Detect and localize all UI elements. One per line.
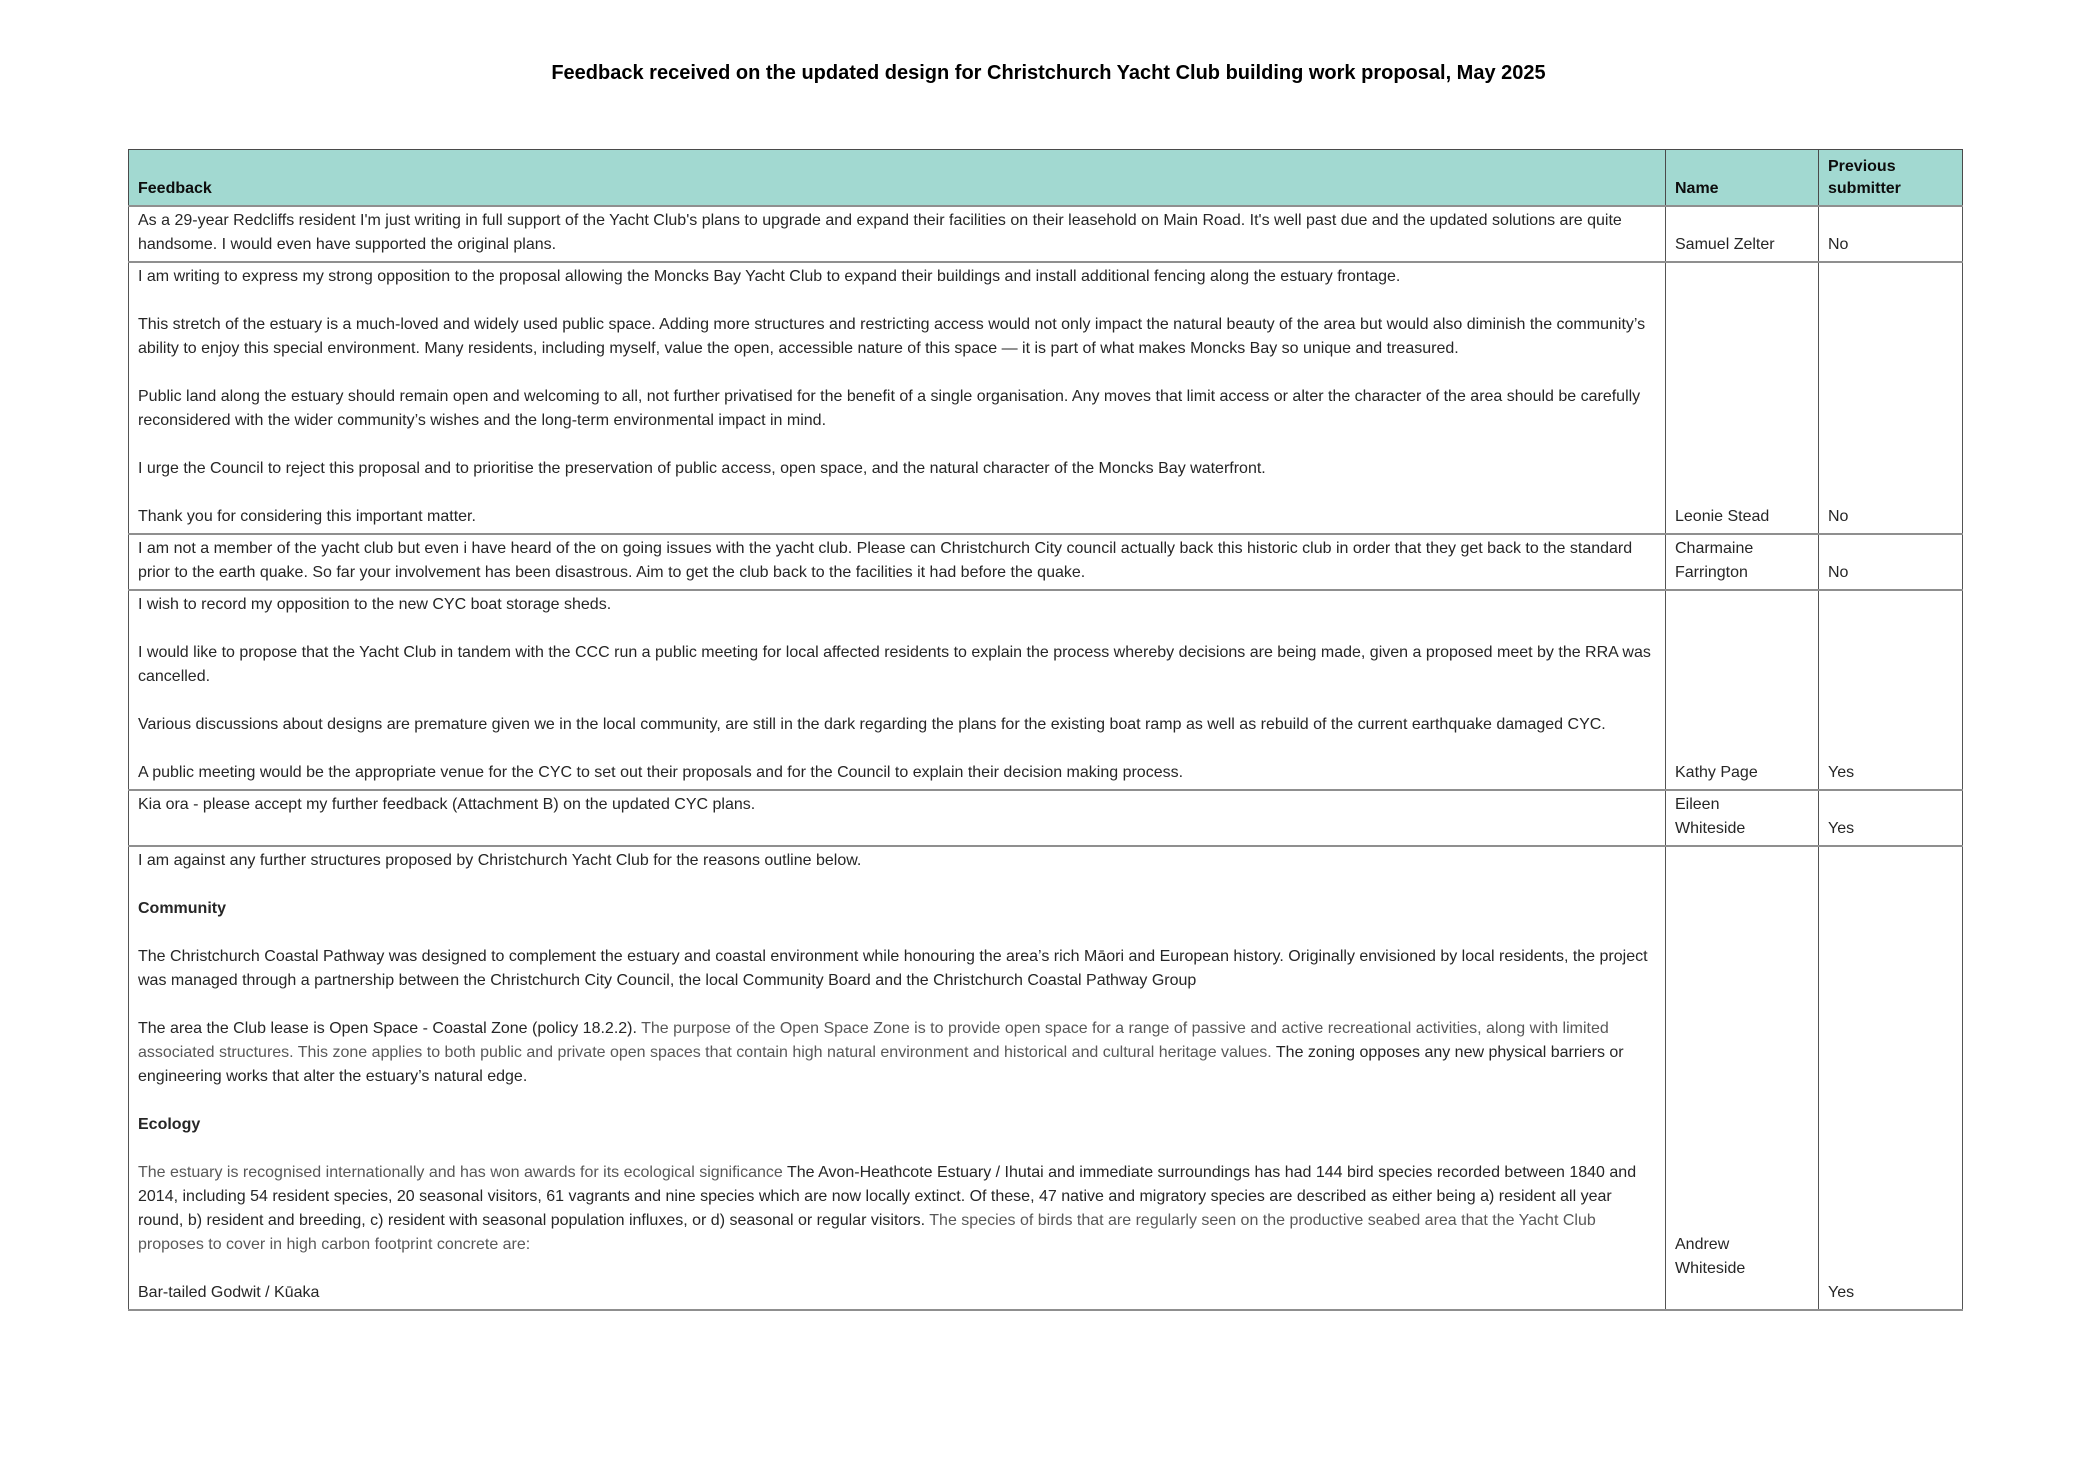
previous-submitter-cell: Yes — [1819, 790, 1963, 846]
name-cell — [1666, 206, 1819, 262]
page-title: Feedback received on the updated design for Christchurch Yacht Club building work proposal, May 2025 — [551, 62, 1546, 84]
name-cell — [1666, 534, 1819, 590]
header-row — [129, 150, 1963, 207]
text-run: I would like to propose that the Yacht Club in tandem with the CCC run a public meeting for local affected residents to explain the process whereby decisions are being made, given a proposed meet by the RRA was cancelled. — [138, 644, 1651, 685]
feedback-paragraph — [138, 433, 1656, 457]
feedback-paragraph — [138, 641, 1656, 689]
feedback-paragraph — [138, 713, 1656, 737]
name-cell — [1666, 790, 1819, 846]
previous-submitter-cell: No — [1819, 534, 1963, 590]
feedback-paragraph — [138, 761, 1656, 785]
name-line: Kathy Page — [1675, 764, 1758, 781]
text-run: Bar-tailed Godwit / Kūaka — [138, 1284, 320, 1301]
previous-submitter-cell: Yes — [1819, 846, 1963, 1310]
text-run: Kia ora - please accept my further feedback (Attachment B) on the updated CYC plans. — [138, 796, 756, 813]
feedback-paragraph — [138, 1017, 1656, 1089]
feedback-paragraph — [138, 1257, 1656, 1281]
table-row — [129, 790, 1963, 846]
feedback-paragraph — [138, 313, 1656, 361]
text-run: I urge the Council to reject this proposal and to prioritise the preservation of public access, open space, and the natural character of the Moncks Bay waterfront. — [138, 460, 1266, 477]
feedback-cell — [129, 846, 1666, 1310]
text-run: Various discussions about designs are premature given we in the local community, are still in the dark regarding the plans for the existing boat ramp as well as rebuild of the current earthquake damaged CYC. — [138, 716, 1606, 733]
text-run: I am not a member of the yacht club but even i have heard of the on going issues with the yacht club. Please can Christchurch City council actually back this historic club in order that they get back to the standard prior to the earth quake. So far your involvement has been disastrous. Aim to get the club back to the facilities it had before the quake. — [138, 540, 1633, 581]
feedback-paragraph — [138, 481, 1656, 505]
feedback-paragraph — [138, 945, 1656, 993]
feedback-paragraph — [138, 921, 1656, 945]
text-run: As a 29-year Redcliffs resident I'm just writing in full support of the Yacht Club's plans to upgrade and expand their facilities on their leasehold on Main Road. It's well past due and the updated solutions are quite handsome. I would even have supported the original plans. — [138, 212, 1622, 253]
text-run: Thank you for considering this important matter. — [138, 508, 476, 525]
text-run: I wish to record my opposition to the new CYC boat storage sheds. — [138, 596, 612, 613]
table-row — [129, 846, 1963, 1310]
feedback-paragraph — [138, 289, 1656, 313]
name-cell — [1666, 262, 1819, 534]
name-line: Whiteside — [1675, 820, 1746, 837]
column-header-feedback: Feedback — [129, 150, 1666, 207]
feedback-paragraph — [138, 1281, 1656, 1305]
feedback-paragraph — [138, 617, 1656, 641]
table-row — [129, 206, 1963, 262]
feedback-cell — [129, 590, 1666, 790]
name-cell — [1666, 846, 1819, 1310]
text-run: I am against any further structures proposed by Christchurch Yacht Club for the reasons outline below. — [138, 852, 862, 869]
text-run: Community — [138, 900, 226, 917]
feedback-paragraph — [138, 361, 1656, 385]
feedback-paragraph — [138, 689, 1656, 713]
column-header-name: Name — [1666, 150, 1819, 207]
previous-submitter-cell: Yes — [1819, 590, 1963, 790]
name-line — [1675, 1281, 1809, 1305]
table-body — [129, 206, 1963, 1310]
previous-submitter-cell: No — [1819, 262, 1963, 534]
text-run: Public land along the estuary should remain open and welcoming to all, not further privatised for the benefit of a single organisation. Any moves that limit access or alter the character of the area should be carefully reconsidered with the wider community’s wishes and the long-term environmental impact in mind. — [138, 388, 1641, 429]
feedback-cell — [129, 790, 1666, 846]
name-line: Leonie Stead — [1675, 508, 1770, 525]
feedback-paragraph — [138, 505, 1656, 529]
feedback-paragraph — [138, 793, 1656, 817]
feedback-paragraph — [138, 385, 1656, 433]
feedback-paragraph — [138, 1161, 1656, 1257]
name-cell — [1666, 590, 1819, 790]
feedback-paragraph — [138, 1137, 1656, 1161]
text-run: Ecology — [138, 1116, 201, 1133]
name-line: Eileen — [1675, 796, 1720, 813]
feedback-paragraph — [138, 457, 1656, 481]
feedback-paragraph — [138, 849, 1656, 873]
feedback-paragraph — [138, 593, 1656, 617]
column-header-previous-submitter: Previous submitter — [1819, 150, 1963, 207]
text-run: A public meeting would be the appropriate venue for the CYC to set out their proposals and for the Council to explain their decision making process. — [138, 764, 1184, 781]
feedback-paragraph — [138, 537, 1656, 585]
text-run: The zoning opposes any new physical barriers or engineering works that alter the estuary’s natural edge. — [138, 1044, 1624, 1085]
table-row — [129, 590, 1963, 790]
text-run: I am writing to express my strong opposition to the proposal allowing the Moncks Bay Yacht Club to expand their buildings and install additional fencing along the estuary frontage. — [138, 268, 1401, 285]
feedback-paragraph — [138, 993, 1656, 1017]
text-run: This stretch of the estuary is a much-loved and widely used public space. Adding more structures and restricting access would not only impact the natural beauty of the area but would also diminish the community’s ability to enjoy this special environment. Many residents, including myself, value the open, accessible nature of this space — it is part of what makes Moncks Bay so unique and treasured. — [138, 316, 1646, 357]
feedback-cell — [129, 262, 1666, 534]
feedback-cell — [129, 206, 1666, 262]
feedback-paragraph — [138, 265, 1656, 289]
feedback-paragraph — [138, 897, 1656, 921]
name-line: Farrington — [1675, 564, 1748, 581]
feedback-paragraph — [138, 1113, 1656, 1137]
name-line: Andrew — [1675, 1236, 1730, 1253]
table-row — [129, 262, 1963, 534]
text-run: The species of birds that are regularly seen on the productive seabed area that the Yacht Club proposes to cover in high carbon footprint concrete are: — [138, 1212, 1596, 1253]
previous-submitter-cell: No — [1819, 206, 1963, 262]
feedback-paragraph — [138, 737, 1656, 761]
text-run: The area the Club lease is Open Space - Coastal Zone (policy 18.2.2). — [138, 1020, 642, 1037]
feedback-paragraph — [138, 873, 1656, 897]
name-line: Samuel Zelter — [1675, 236, 1775, 253]
text-run: The purpose of the Open Space Zone is to provide open space for a range of passive and active recreational activities, along with limited associated structures. This zone applies to both public and private open spaces that contain high natural environment and historical and cultural heritage values. — [138, 1020, 1609, 1061]
feedback-cell — [129, 534, 1666, 590]
feedback-paragraph — [138, 209, 1656, 257]
text-run: The estuary is recognised internationally and has won awards for its ecological significance — [138, 1164, 787, 1181]
name-line: Charmaine — [1675, 540, 1754, 557]
text-run: The Christchurch Coastal Pathway was designed to complement the estuary and coastal environment while honouring the area’s rich Māori and European history. Originally envisioned by local residents, the project was managed through a partnership between the Christchurch City Council, the local Community Board and the Christchurch Coastal Pathway Group — [138, 948, 1648, 989]
text-run: The Avon-Heathcote Estuary / Ihutai and immediate surroundings has had 144 bird species recorded between 1840 and 2014, including 54 resident species, 20 seasonal visitors, 61 vagrants and nine species which are now locally extinct. Of these, 47 native and migratory species are described as either being a) resident all year round, b) resident and breeding, c) resident with seasonal population influxes, or d) seasonal or regular visitors. — [138, 1164, 1637, 1229]
name-line: Whiteside — [1675, 1260, 1746, 1277]
feedback-paragraph — [138, 1089, 1656, 1113]
feedback-table — [128, 149, 1963, 1311]
table-row — [129, 534, 1963, 590]
